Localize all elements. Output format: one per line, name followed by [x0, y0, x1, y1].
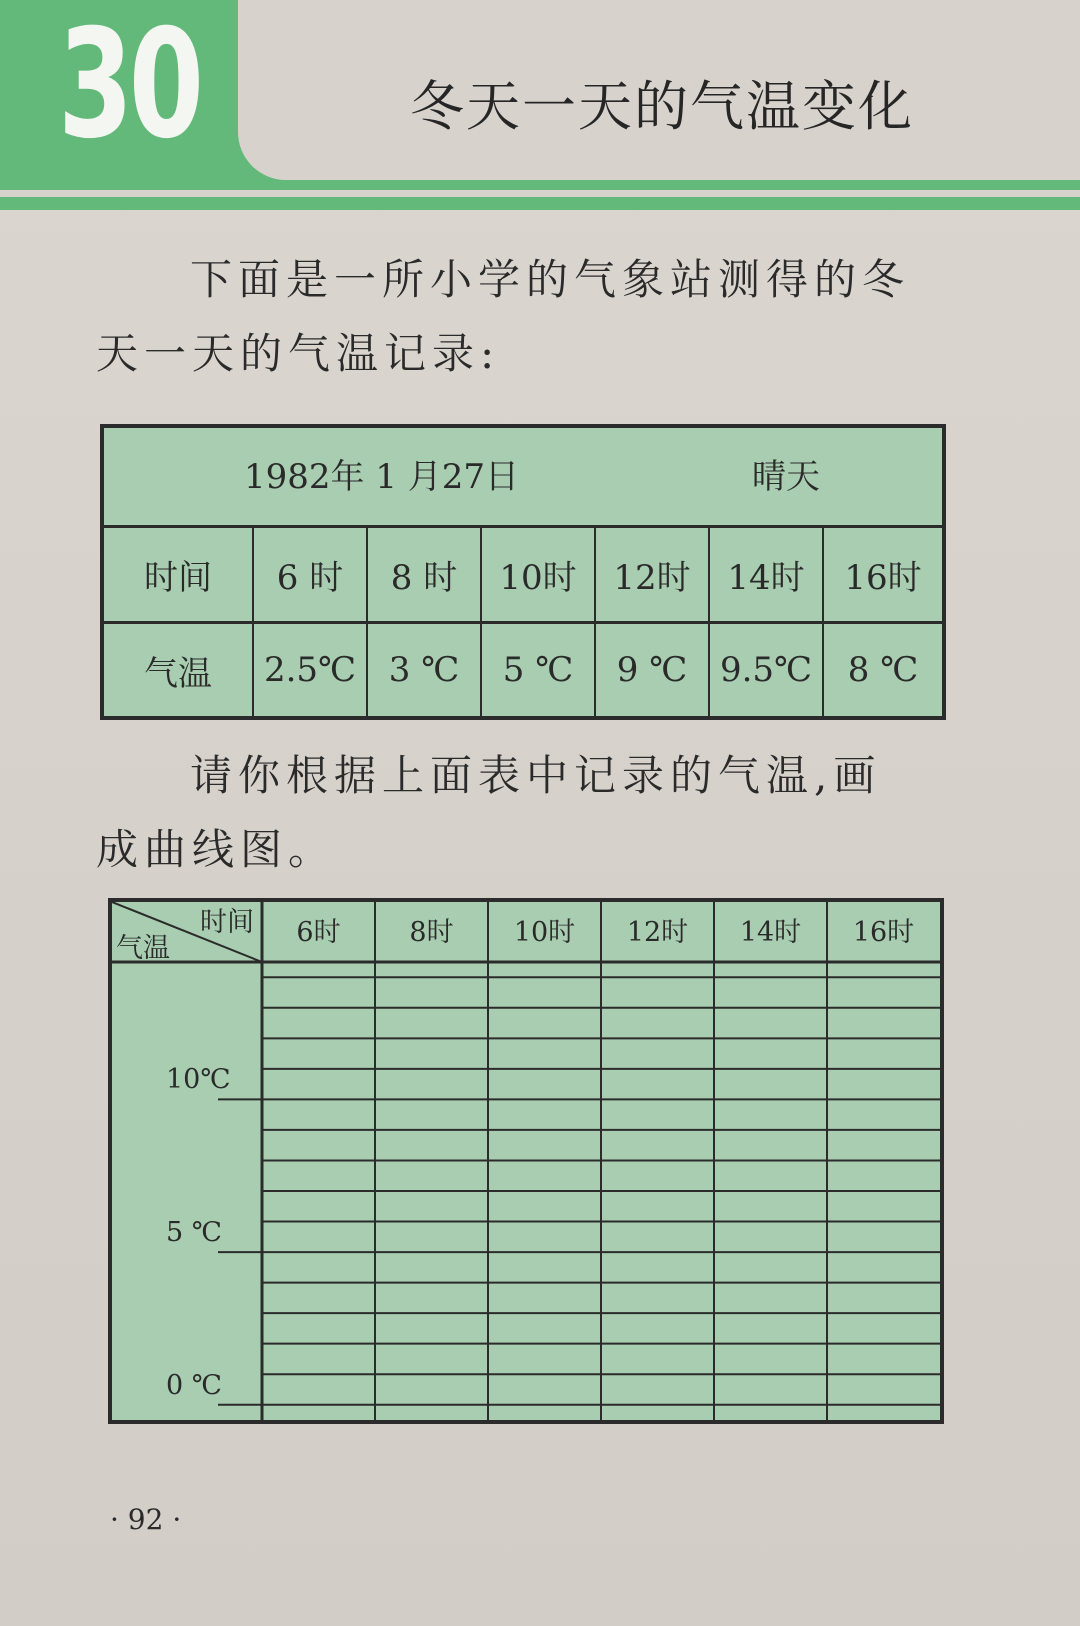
header-divider-gap	[0, 190, 1080, 197]
x-tick-label: 10时	[513, 917, 576, 948]
y-tick-label: 5 ℃	[166, 1217, 222, 1249]
x-tick-label: 16时	[852, 917, 915, 948]
instruction-line-1: 请你根据上面表中记录的气温,画	[190, 751, 882, 800]
lesson-number: 30	[58, 0, 200, 172]
y-tick-label: 0 ℃	[166, 1369, 222, 1401]
lesson-title: 冬天一天的气温变化	[410, 75, 914, 138]
page-number: · 92 ·	[110, 1503, 182, 1536]
y-tick-label: 10℃	[166, 1064, 231, 1096]
y-axis-title: 气温	[116, 933, 170, 964]
x-tick-label: 12时	[626, 917, 689, 948]
temperature-record-table	[100, 424, 946, 720]
temperature-cell: 3 ℃	[368, 624, 482, 716]
time-cell: 6 时	[254, 528, 368, 621]
x-tick-label: 6时	[296, 917, 341, 948]
time-cell: 10时	[482, 528, 596, 621]
blank-line-chart-grid	[108, 898, 944, 1424]
row-label-time: 时间	[104, 528, 254, 621]
table-header-row	[104, 428, 942, 528]
temperature-cell: 2.5℃	[254, 624, 368, 716]
x-tick-label: 8时	[409, 917, 454, 948]
time-cell: 8 时	[368, 528, 482, 621]
time-cell: 14时	[710, 528, 824, 621]
x-axis-title: 时间	[200, 907, 254, 938]
temperature-cell: 9.5℃	[710, 624, 824, 716]
intro-line-2: 天一天的气温记录:	[96, 329, 501, 378]
x-tick-label: 14时	[739, 917, 802, 948]
temperature-cell: 5 ℃	[482, 624, 596, 716]
record-date: 1982年 1 月27日	[244, 457, 520, 497]
temperature-cell: 8 ℃	[847, 650, 919, 690]
row-label-temperature: 气温	[104, 624, 254, 716]
time-cell: 12时	[596, 528, 710, 621]
header-divider-bar	[0, 197, 1080, 210]
table-row-time	[104, 528, 942, 624]
intro-line-1: 下面是一所小学的气象站测得的冬	[190, 255, 911, 304]
instruction-line-2: 成曲线图。	[96, 825, 337, 874]
record-weather: 晴天	[752, 457, 820, 497]
temperature-cell: 9 ℃	[596, 624, 710, 716]
time-cell: 16时	[844, 558, 922, 598]
chart-grid-svg	[112, 902, 940, 1420]
table-row-temperature	[104, 624, 942, 716]
